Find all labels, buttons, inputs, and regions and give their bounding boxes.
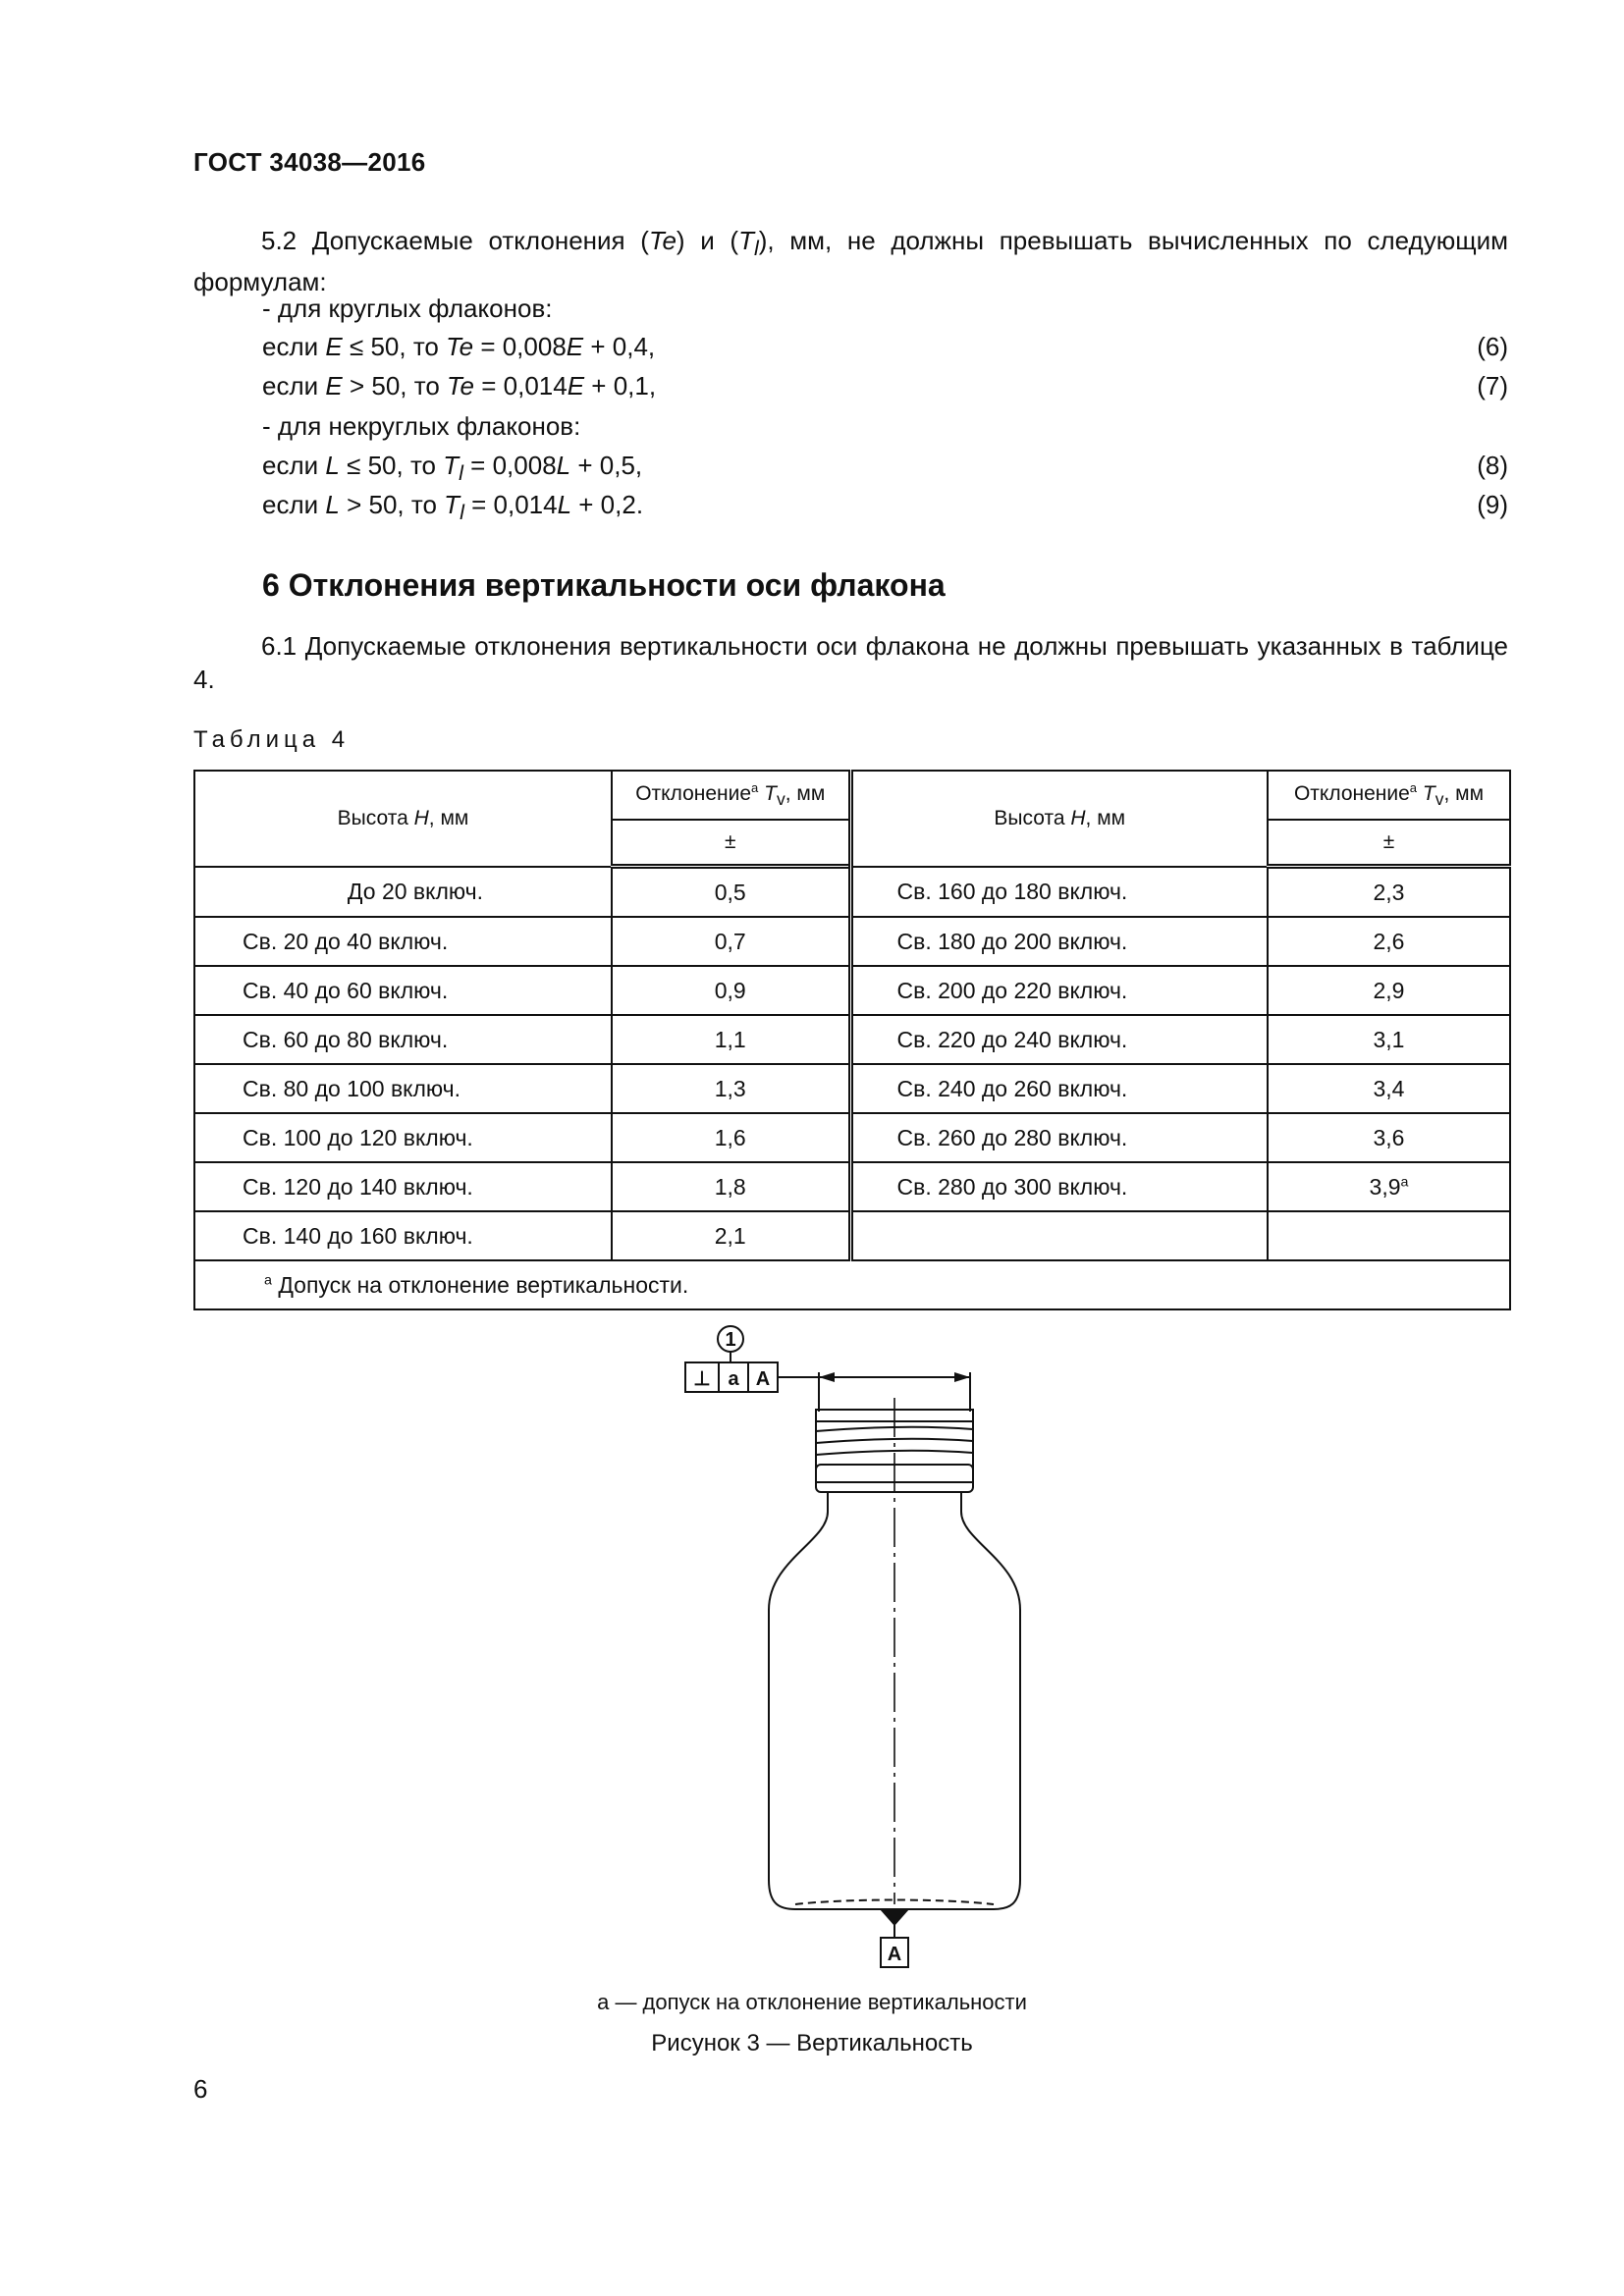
header-plusminus-left: ± <box>612 820 850 867</box>
height-cell: Св. 60 до 80 включ. <box>194 1015 612 1064</box>
height-cell: Св. 20 до 40 включ. <box>194 917 612 966</box>
height-cell: До 20 включ. <box>194 867 612 918</box>
height-cell: Св. 80 до 100 включ. <box>194 1064 612 1113</box>
deviation-cell: 1,6 <box>612 1113 850 1162</box>
paragraph-5-2 <box>193 224 1508 298</box>
table-row <box>194 1162 1510 1211</box>
page-number: 6 <box>193 2074 208 2104</box>
formula-9: если L > 50, то $T_l = 0,014L + 0,2$. <box>262 490 644 525</box>
deviation-cell <box>1268 1211 1510 1260</box>
height-cell: Св. 40 до 60 включ. <box>194 966 612 1015</box>
figure-legend: a — допуск на отклонение вертикальности <box>597 1990 1027 2014</box>
table-row <box>194 917 1510 966</box>
deviation-cell: 1,3 <box>612 1064 850 1113</box>
height-cell: Св. 240 до 260 включ. <box>850 1064 1268 1113</box>
formula-6: если E ≤ 50, то Te = 0,008E + 0,4, <box>262 332 656 361</box>
p52-tl-subscript: l <box>753 236 759 261</box>
deviation-cell: 2,6 <box>1268 917 1510 966</box>
height-cell: Св. 200 до 220 включ. <box>850 966 1268 1015</box>
height-cell: Св. 180 до 200 включ. <box>850 917 1268 966</box>
deviation-cell: 0,5 <box>612 867 850 918</box>
deviation-cell: 2,3 <box>1268 867 1510 918</box>
bottle-verticality-figure <box>668 1315 1080 1983</box>
round-bottles-label: - для круглых флаконов: <box>262 294 553 323</box>
deviation-cell: 0,7 <box>612 917 850 966</box>
table-row <box>194 1113 1510 1162</box>
deviation-cell: 3,6 <box>1268 1113 1510 1162</box>
table-row <box>194 1211 1510 1260</box>
height-cell: Св. 280 до 300 включ. <box>850 1162 1268 1211</box>
height-cell: Св. 160 до 180 включ. <box>850 867 1268 918</box>
tolerance-value: a <box>728 1368 739 1390</box>
header-height-right: Высота H, мм <box>850 771 1268 867</box>
deviation-cell: 3,1 <box>1268 1015 1510 1064</box>
formula-7: если E > 50, то Te = 0,014E + 0,1, <box>262 371 657 400</box>
table-row <box>194 1015 1510 1064</box>
height-cell: Св. 220 до 240 включ. <box>850 1015 1268 1064</box>
height-cell <box>850 1211 1268 1260</box>
table-footnote-row <box>194 1260 1510 1309</box>
header-deviation-right: Отклонение$^a$ $T_v$, мм <box>1268 771 1510 820</box>
height-cell: Св. 100 до 120 включ. <box>194 1113 612 1162</box>
deviation-cell: 1,1 <box>612 1015 850 1064</box>
equation-number-9: (9) <box>1477 490 1508 519</box>
p52-te-symbol: Te <box>648 226 677 255</box>
frame-datum-reference: A <box>755 1368 771 1390</box>
table-4-caption: Таблица 4 <box>193 726 351 753</box>
p52-mid: ) и ( <box>676 226 739 255</box>
table-4 <box>193 770 1511 1310</box>
table-footnote: $^a$ Допуск на отклонение вертикальности. <box>194 1260 1510 1309</box>
equation-number-8: (8) <box>1477 451 1508 480</box>
deviation-cell: 2,9 <box>1268 966 1510 1015</box>
callout-number: 1 <box>725 1329 736 1351</box>
formula-8: если L ≤ 50, то $T_l = 0,008L + 0,5$, <box>262 451 643 486</box>
table-row <box>194 966 1510 1015</box>
p52-prefix: 5.2 Допускаемые отклонения ( <box>261 226 649 255</box>
table-header-row <box>194 771 1510 820</box>
datum-triangle-icon <box>880 1909 909 1926</box>
header-height-left: Высота H, мм <box>194 771 612 867</box>
deviation-cell: 2,1 <box>612 1211 850 1260</box>
nonround-bottles-label: - для некруглых флаконов: <box>262 411 581 441</box>
datum-label: A <box>887 1944 902 1965</box>
table-row <box>194 1064 1510 1113</box>
table-row <box>194 867 1510 918</box>
p52-suffix: ), мм, не должны превышать вычисленных по следующим формулам: <box>193 226 1508 297</box>
height-cell: Св. 140 до 160 включ. <box>194 1211 612 1260</box>
p52-tl-symbol: T <box>738 226 754 255</box>
paragraph-6-1: 6.1 Допускаемые отклонения вертикальности оси флакона не должны превышать указанных в таблице 4. <box>193 631 1508 694</box>
header-plusminus-right: ± <box>1268 820 1510 867</box>
deviation-cell: 0,9 <box>612 966 850 1015</box>
section-6-title: 6 Отклонения вертикальности оси флакона <box>262 567 946 603</box>
header-deviation-left: Отклонение$^a$ $T_v$, мм <box>612 771 850 820</box>
height-cell: Св. 120 до 140 включ. <box>194 1162 612 1211</box>
document-header: ГОСТ 34038—2016 <box>193 147 426 177</box>
equation-number-7: (7) <box>1477 371 1508 400</box>
perpendicularity-symbol: ⊥ <box>693 1368 711 1390</box>
figure-caption: Рисунок 3 — Вертикальность <box>651 2030 973 2056</box>
deviation-cell: 1,8 <box>612 1162 850 1211</box>
equation-number-6: (6) <box>1477 332 1508 361</box>
deviation-cell: 3,9$^a$ <box>1268 1162 1510 1211</box>
height-cell: Св. 260 до 280 включ. <box>850 1113 1268 1162</box>
deviation-cell: 3,4 <box>1268 1064 1510 1113</box>
